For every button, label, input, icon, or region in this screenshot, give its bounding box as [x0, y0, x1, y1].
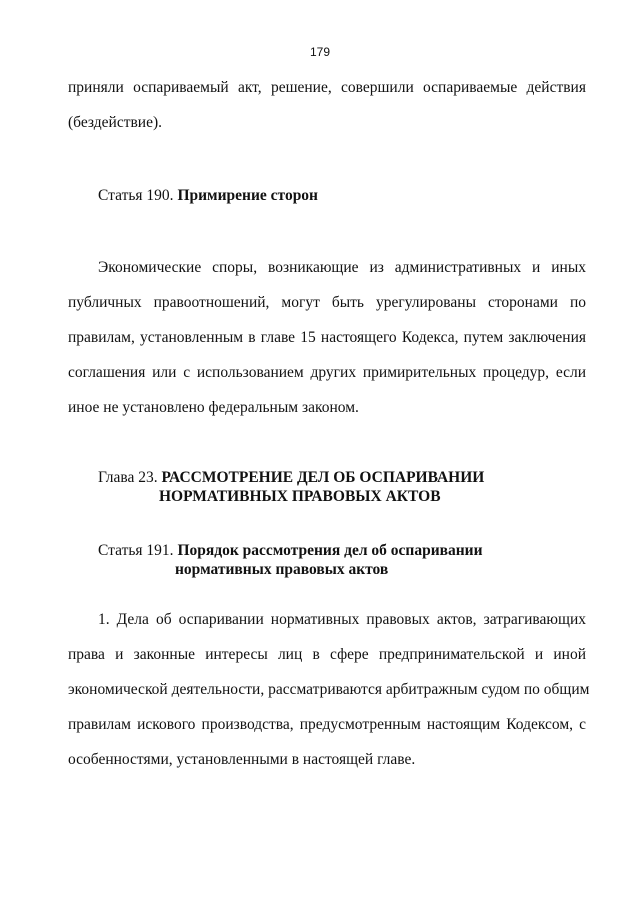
- article-title-line2: нормативных правовых актов: [175, 561, 389, 578]
- article-title-line1: Порядок рассмотрения дел об оспаривании: [177, 542, 483, 559]
- article-191-heading: [98, 541, 483, 579]
- text-line: Экономические споры, возникающие из административных и иных: [98, 259, 586, 276]
- article-191-paragraph: [68, 602, 590, 777]
- text-line: особенностями, установленными в настоящей главе.: [68, 751, 416, 768]
- text-line: иное не установлено федеральным законом.: [68, 399, 359, 416]
- text-line: приняли оспариваемый акт, решение, совершили оспариваемые действия: [68, 79, 586, 96]
- page-number: 179: [309, 45, 331, 59]
- continuation-paragraph: [68, 70, 586, 140]
- article-190-paragraph: [68, 250, 586, 425]
- article-190-heading: [98, 186, 318, 205]
- text-line: права и законные интересы лиц в сфере предпринимательской и иной: [68, 646, 586, 663]
- text-line: экономической деятельности, рассматриваются арбитражным судом по общим: [68, 681, 590, 698]
- article-prefix: Статья 191.: [98, 542, 174, 559]
- text-line: (бездействие).: [68, 114, 162, 131]
- article-prefix: Статья 190.: [98, 187, 174, 204]
- text-line: публичных правоотношений, могут быть урегулированы сторонами по: [68, 294, 586, 311]
- text-line: правилам, установленным в главе 15 настоящего Кодекса, путем заключения: [68, 329, 586, 346]
- article-title: Примирение сторон: [177, 187, 318, 204]
- text-line: 1. Дела об оспаривании нормативных правовых актов, затрагивающих: [98, 611, 586, 628]
- chapter-23-heading: [98, 468, 484, 506]
- chapter-prefix: Глава 23.: [98, 469, 158, 486]
- text-line: соглашения или с использованием других примирительных процедур, если: [68, 364, 586, 381]
- chapter-title-line2: НОРМАТИВНЫХ ПРАВОВЫХ АКТОВ: [159, 488, 441, 505]
- text-line: правилам искового производства, предусмотренным настоящим Кодексом, с: [68, 716, 586, 733]
- chapter-title-line1: РАССМОТРЕНИЕ ДЕЛ ОБ ОСПАРИВАНИИ: [161, 469, 485, 486]
